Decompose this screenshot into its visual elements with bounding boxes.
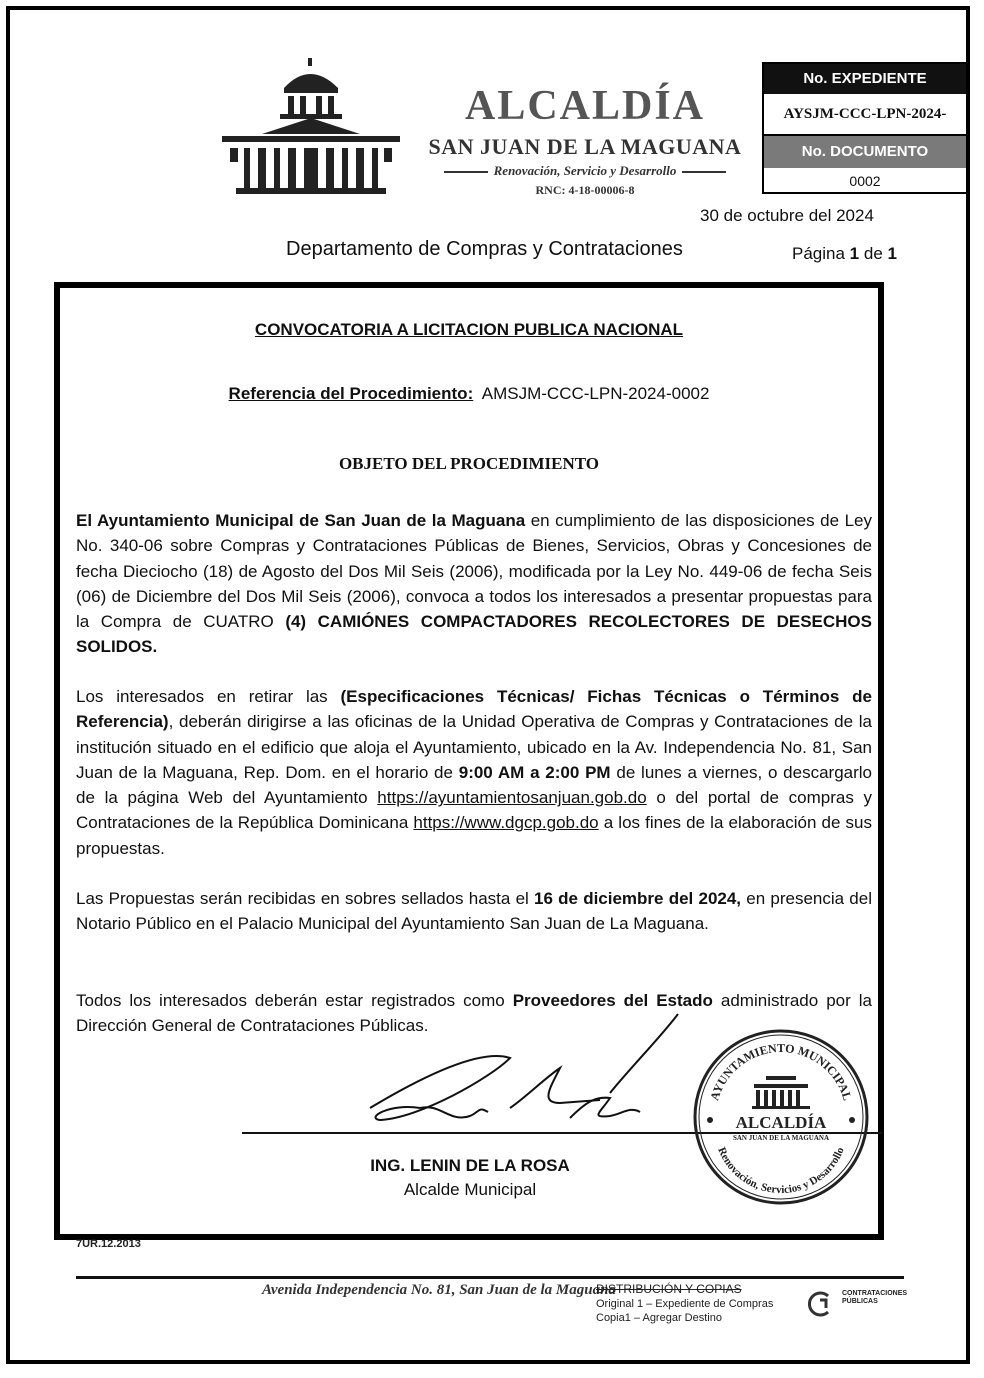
svg-text:AYUNTAMIENTO MUNICIPAL: AYUNTAMIENTO MUNICIPAL [707, 1040, 855, 1103]
brand-subtitle: SAN JUAN DE LA MAGUANA [428, 134, 742, 159]
rnc-number: RNC: 4-18-00006-8 [535, 183, 635, 197]
paragraph-registration: Todos los interesados deberán estar registrados como Proveedores del Estado administrado por la Dirección General de Contrataciones Públicas. [76, 991, 872, 1036]
svg-text:ALCALDÍA: ALCALDÍA [735, 1113, 827, 1132]
documento-label: No. DOCUMENTO [764, 136, 966, 168]
expediente-value: AYSJM-CCC-LPN-2024- [764, 94, 966, 136]
distribution-original: Original 1 – Expediente de Compras [596, 1298, 774, 1310]
brand-title: ALCALDÍA [464, 83, 706, 129]
signer-name: ING. LENIN DE LA ROSA [370, 1156, 570, 1175]
page-indicator: Página 1 de 1 [792, 244, 897, 263]
alcaldia-building-logo-icon [222, 58, 400, 194]
ayuntamiento-link[interactable]: https://ayuntamientosanjuan.gob.do [377, 788, 647, 808]
signer-role: Alcalde Municipal [403, 1180, 537, 1199]
expediente-label: No. EXPEDIENTE [764, 64, 966, 94]
documento-value: 0002 [849, 173, 881, 189]
paragraph-specifications: Los interesados en retirar las (Especificaciones Técnicas/ Fichas Técnicas o Términos de Referencia), deberán dirigirse a las oficinas de la Unidad Operativa de Compras y Contrataciones de la institución situado en el edificio que aloja el Ayuntamiento, ubicado en la Av. Independencia No. 81, San Juan de la Maguana, Rep. Dom. en el horario de 9:00 AM a 2:00 PM de lunes a viernes, o descargarlo de la página Web del Ayuntamiento https://ayuntamientosanjuan.gob.do o del portal de compras y Contrataciones de la República Dominicana https://www.dgcp.gob.do a los fines de la elaboración de sus propuestas. [76, 687, 872, 858]
svg-text:Renovación, Servicios y Desarr: Renovación, Servicios y Desarrollo [715, 1145, 847, 1197]
footer-address: Avenida Independencia No. 81, San Juan de la Maguana [262, 1282, 616, 1298]
expediente-box [762, 62, 968, 194]
paragraph-proposals: Las Propuestas serán recibidas en sobres sellados hasta el 16 de diciembre del 2024, en presencia del Notario Público en el Palacio Municipal del Ayuntamiento San Juan de La Maguana. [76, 889, 872, 934]
notice-content-box [54, 282, 884, 1240]
footer-divider [76, 1276, 904, 1279]
object-heading: OBJETO DEL PROCEDIMIENTO [338, 454, 600, 473]
department-name: Departamento de Compras y Contrataciones [286, 238, 683, 260]
svg-text:SAN JUAN DE LA MAGUANA: SAN JUAN DE LA MAGUANA [732, 1134, 830, 1142]
municipal-seal [692, 1028, 870, 1206]
paragraph-object: El Ayuntamiento Municipal de San Juan de la Maguana en cumplimiento de las disposiciones de Ley No. 340-06 sobre Compras y Contrataciones Públicas de Bienes, Servicios, Obras y Concesiones de fecha Dieciocho (18) de Agosto del Dos Mil Seis (2006), modificada por la Ley No. 449-06 de fecha Seis (06) de Diciembre del Dos Mil Seis (2006), convoca a todos los interesados a presentar propuestas para la Compra de CUATRO (4) CAMIÓNES COMPACTADORES RECOLECTORES DE DESECHOS SOLIDOS. [76, 511, 872, 657]
handwritten-signature [360, 1008, 680, 1138]
notice-title: CONVOCATORIA A LICITACION PUBLICA NACIONAL [254, 320, 684, 339]
dgcp-logo-text: CONTRATACIONES PÚBLICAS [842, 1290, 908, 1305]
document-date: 30 de octubre del 2024 [700, 206, 874, 225]
dgcp-link[interactable]: https://www.dgcp.gob.do [413, 813, 599, 833]
distribution-title: DISTRIBUCIÓN Y COPIAS [596, 1282, 742, 1296]
form-code: 7UR.12.2013 [76, 1238, 141, 1250]
brand-motto: Renovación, Servicio y Desarrollo [410, 163, 760, 179]
distribution-copy: Copia1 – Agregar Destino [596, 1312, 722, 1324]
dgcp-logo-icon [806, 1290, 834, 1318]
procedure-reference: Referencia del Procedimiento: AMSJM-CCC-LPN-2024-0002 [228, 384, 710, 403]
